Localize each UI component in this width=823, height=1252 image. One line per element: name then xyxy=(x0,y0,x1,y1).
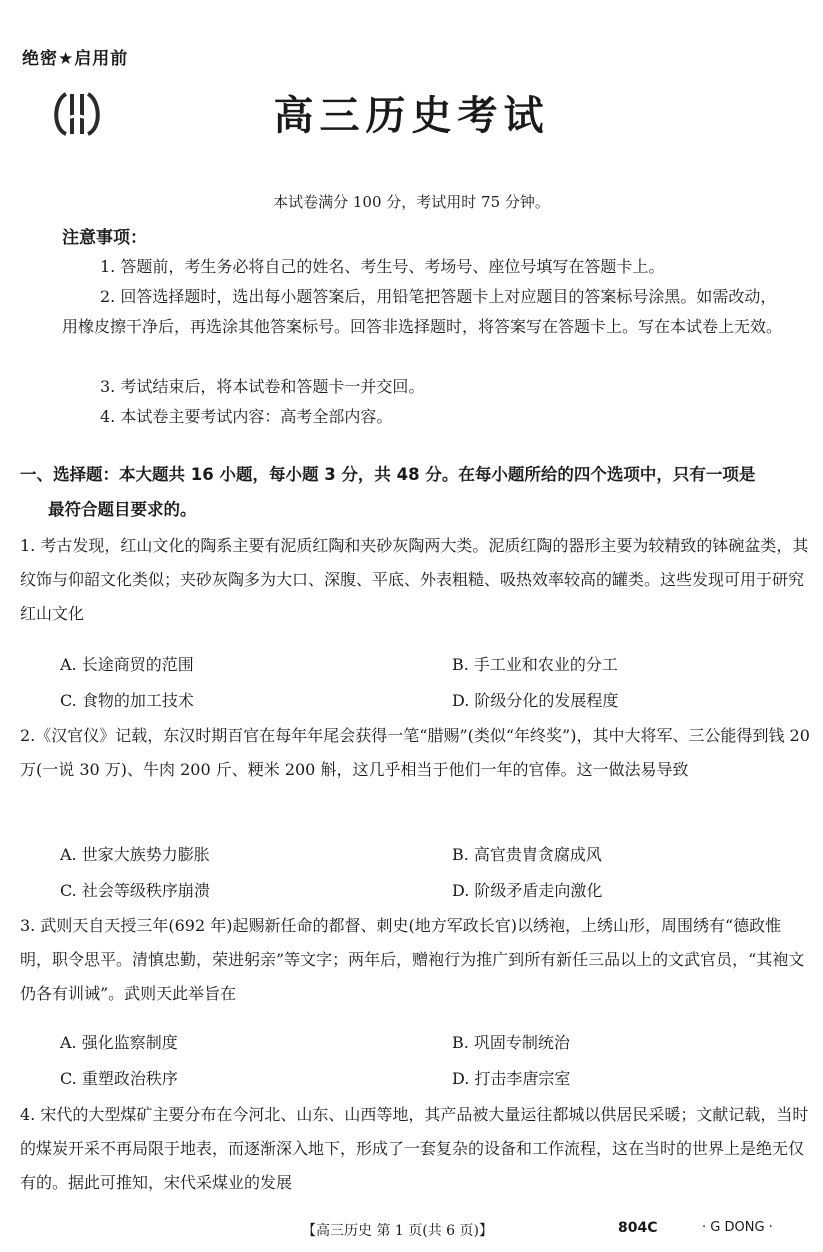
notice-item: 4. 本试卷主要考试内容：高考全部内容。 xyxy=(100,407,393,426)
footer-brand: · G DONG · xyxy=(702,1220,773,1235)
question-2-option-d: D. 阶级矛盾走向激化 xyxy=(452,881,603,900)
question-1-option-b: B. 手工业和农业的分工 xyxy=(452,655,618,674)
confidential-label: 绝密★启用前 xyxy=(22,49,129,69)
footer-page-label: 【高三历史 第 1 页(共 6 页)】 xyxy=(302,1223,493,1239)
question-2-option-c: C. 社会等级秩序崩溃 xyxy=(60,881,210,900)
question-3-option-d: D. 打击李唐宗室 xyxy=(452,1069,571,1088)
notice-item: 1. 答题前，考生务必将自己的姓名、考生号、考场号、座位号填写在答题卡上。 xyxy=(100,257,665,276)
notice-heading: 注意事项： xyxy=(62,228,147,248)
footer-code: 804C xyxy=(618,1220,658,1236)
notice-item: 2. 回答选择题时，选出每小题答案后，用铅笔把答题卡上对应题目的答案标号涂黑。如需改动，用橡皮擦干净后，再选涂其他答案标号。回答非选择题时，将答案写在答题卡上。写在本试卷上无效。 xyxy=(62,287,783,336)
notice-item: 3. 考试结束后，将本试卷和答题卡一并交回。 xyxy=(100,377,425,396)
page-title: 高三历史考试 xyxy=(273,93,550,139)
section-heading-line: 最符合题目要求的。 xyxy=(48,500,197,519)
question-1-option-d: D. 阶级分化的发展程度 xyxy=(452,691,619,710)
section-heading-line: 一、选择题：本大题共 16 小题，每小题 3 分，共 48 分。在每小题所给的四个选项中，只有一项是 xyxy=(20,465,756,484)
question-1-option-c: C. 食物的加工技术 xyxy=(60,691,194,710)
question-4-stem: 4. 宋代的大型煤矿主要分布在今河北、山东、山西等地，其产品被大量运往都城以供居民采暖；文献记载，当时的煤炭开采不再局限于地表，而逐渐深入地下，形成了一套复杂的设备和工作流程，这在当时的世界上是绝无仅有的。据此可推知，宋代采煤业的发展 xyxy=(20,1105,809,1192)
exam-info: 本试卷满分 100 分，考试用时 75 分钟。 xyxy=(273,193,550,211)
question-1-option-a: A. 长途商贸的范围 xyxy=(60,655,194,674)
question-3-stem: 3. 武则天自天授三年(692 年)起赐新任命的都督、刺史(地方军政长官)以绣袍，上绣山形，周围绣有“德政惟明，职令思平。清慎忠勤，荣进躬亲”等文字；两年后，赠袍行为推广到所有新任三品以上的文武官员，“其袍文仍各有训诫”。武则天此举旨在 xyxy=(20,916,805,1003)
question-3-option-b: B. 巩固专制统治 xyxy=(452,1033,570,1052)
section-heading xyxy=(20,457,810,527)
question-2-option-b: B. 高官贵胄贪腐成风 xyxy=(452,845,602,864)
question-3-option-a: A. 强化监察制度 xyxy=(60,1033,178,1052)
question-3-option-c: C. 重塑政治秩序 xyxy=(60,1069,178,1088)
question-2-option-a: A. 世家大族势力膨胀 xyxy=(60,845,210,864)
question-1-stem: 1. 考古发现，红山文化的陶系主要有泥质红陶和夹砂灰陶两大类。泥质红陶的器形主要为较精致的钵碗盆类，其纹饰与仰韶文化类似；夹砂灰陶多为大口、深腹、平底、外表粗糙、吸热效率较高的罐类。这些发现可用于研究红山文化 xyxy=(20,536,809,623)
question-2-stem: 2.《汉官仪》记载，东汉时期百官在每年年尾会获得一笔“腊赐”(类似“年终奖”)，其中大将军、三公能得到钱 20 万(一说 30 万)、牛肉 200 斤、粳米 200 斛，这几乎相当于他们一年的官俸。这一做法易导致 xyxy=(20,726,810,779)
